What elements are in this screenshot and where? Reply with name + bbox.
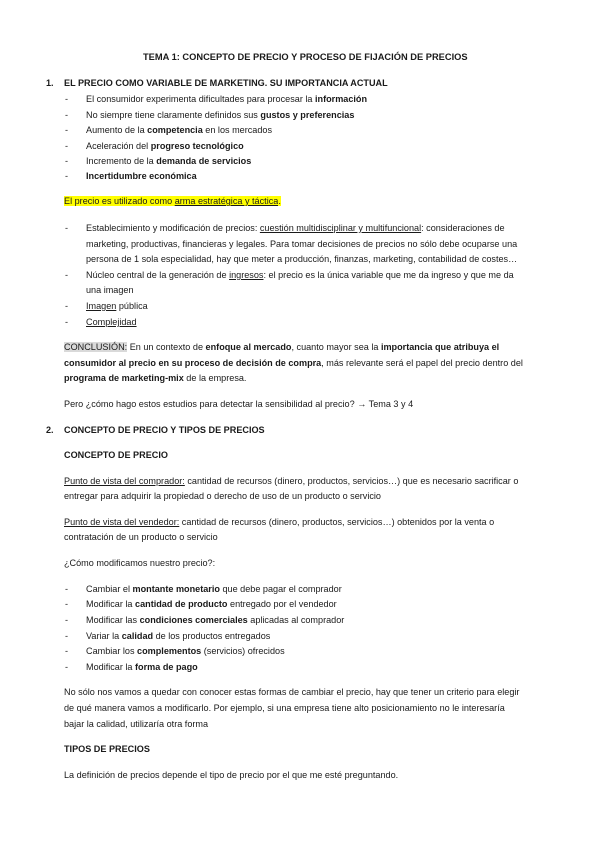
section-2-heading: CONCEPTO DE PRECIO Y TIPOS DE PRECIOS — [64, 425, 265, 435]
criteria-paragraph-line: de qué manera vamos a modificarlo. Por ejemplo, si una empresa tiene alto posicionamiento no le interesaría — [64, 703, 505, 713]
types-text: La definición de precios depende el tipo de precio por el que me esté preguntando. — [64, 770, 399, 780]
list-item: Complejidad — [86, 317, 137, 327]
list-item-continuation: una imagen — [86, 285, 134, 295]
seller-definition: Punto de vista del vendedor: cantidad de recursos (dinero, productos, servicios…) obtenidos por la venta o — [64, 517, 495, 527]
list-item: Incremento de la demanda de servicios — [86, 156, 252, 166]
buyer-definition-continuation: entregar para adquirir la propiedad o derecho de uso de un producto o servicio — [64, 491, 381, 501]
bullet-dash: - — [65, 141, 69, 151]
bullet-dash: - — [65, 599, 69, 609]
sensitivity-question: Pero ¿cómo hago estos estudios para detectar la sensibilidad al precio? → Tema 3 y 4 — [64, 399, 414, 409]
bullet-dash: - — [65, 110, 69, 120]
bullet-dash: - — [65, 631, 69, 641]
conclusion-line: programa de marketing-mix de la empresa. — [64, 373, 247, 383]
list-item: Variar la calidad de los productos entregados — [86, 631, 271, 641]
document-title: TEMA 1: CONCEPTO DE PRECIO Y PROCESO DE FIJACIÓN DE PRECIOS — [143, 52, 468, 62]
bullet-dash: - — [65, 270, 69, 280]
buyer-definition: Punto de vista del comprador: cantidad de recursos (dinero, productos, servicios…) que es necesario sacrificar o — [64, 476, 519, 486]
list-item: Incertidumbre económica — [86, 171, 197, 181]
bullet-dash: - — [65, 317, 69, 327]
bullet-dash: - — [65, 94, 69, 104]
bullet-dash: - — [65, 615, 69, 625]
list-item-continuation: persona de 1 sola especialidad, hay que meter a producción, finanzas, marketing, contabilidad de costes… — [86, 254, 518, 264]
list-item: Aumento de la competencia en los mercados — [86, 125, 273, 135]
section-1-heading: EL PRECIO COMO VARIABLE DE MARKETING. SU IMPORTANCIA ACTUAL — [64, 78, 388, 88]
modify-question: ¿Cómo modificamos nuestro precio?: — [64, 558, 216, 568]
section-2-number: 2. — [46, 425, 54, 435]
list-item: Establecimiento y modificación de precios: cuestión multidisciplinar y multifuncional: consideraciones de — [86, 223, 505, 233]
types-heading: TIPOS DE PRECIOS — [64, 744, 150, 754]
bullet-dash: - — [65, 301, 69, 311]
bullet-dash: - — [65, 156, 69, 166]
list-item-continuation: marketing, productivas, financieras y legales. Para tomar decisiones de precios no sólo debe ocuparse una — [86, 239, 518, 249]
list-item: Aceleración del progreso tecnológico — [86, 141, 244, 151]
list-item: Modificar las condiciones comerciales aplicadas al comprador — [86, 615, 345, 625]
highlighted-statement: El precio es utilizado como arma estratégica y táctica. — [64, 196, 281, 206]
list-item: El consumidor experimenta dificultades para procesar la información — [86, 94, 368, 104]
bullet-dash: - — [65, 223, 69, 233]
list-item: Cambiar los complementos (servicios) ofrecidos — [86, 646, 285, 656]
list-item: Modificar la forma de pago — [86, 662, 198, 672]
criteria-paragraph-line: bajar la calidad, utilizaría otra forma — [64, 719, 209, 729]
concept-heading: CONCEPTO DE PRECIO — [64, 450, 168, 460]
bullet-dash: - — [65, 646, 69, 656]
bullet-dash: - — [65, 125, 69, 135]
list-item: Modificar la cantidad de producto entregado por el vendedor — [86, 599, 337, 609]
list-item: Núcleo central de la generación de ingresos: el precio es la única variable que me da ingreso y que me da — [86, 270, 514, 280]
conclusion-line: consumidor al precio en su proceso de decisión de compra, más relevante será el papel del precio dentro del — [64, 358, 523, 368]
bullet-dash: - — [65, 584, 69, 594]
bullet-dash: - — [65, 662, 69, 672]
list-item: Imagen pública — [86, 301, 148, 311]
list-item: No siempre tiene claramente definidos sus gustos y preferencias — [86, 110, 355, 120]
conclusion-line: CONCLUSIÓN: En un contexto de enfoque al mercado, cuanto mayor sea la importancia que atribuya el — [64, 342, 500, 352]
criteria-paragraph-line: No sólo nos vamos a quedar con conocer estas formas de cambiar el precio, hay que tener un criterio para elegir — [64, 687, 520, 697]
bullet-dash: - — [65, 171, 69, 181]
section-1-number: 1. — [46, 78, 54, 88]
list-item: Cambiar el montante monetario que debe pagar el comprador — [86, 584, 342, 594]
seller-definition-continuation: contratación de un producto o servicio — [64, 532, 218, 542]
conclusion-label: CONCLUSIÓN: — [64, 342, 128, 352]
